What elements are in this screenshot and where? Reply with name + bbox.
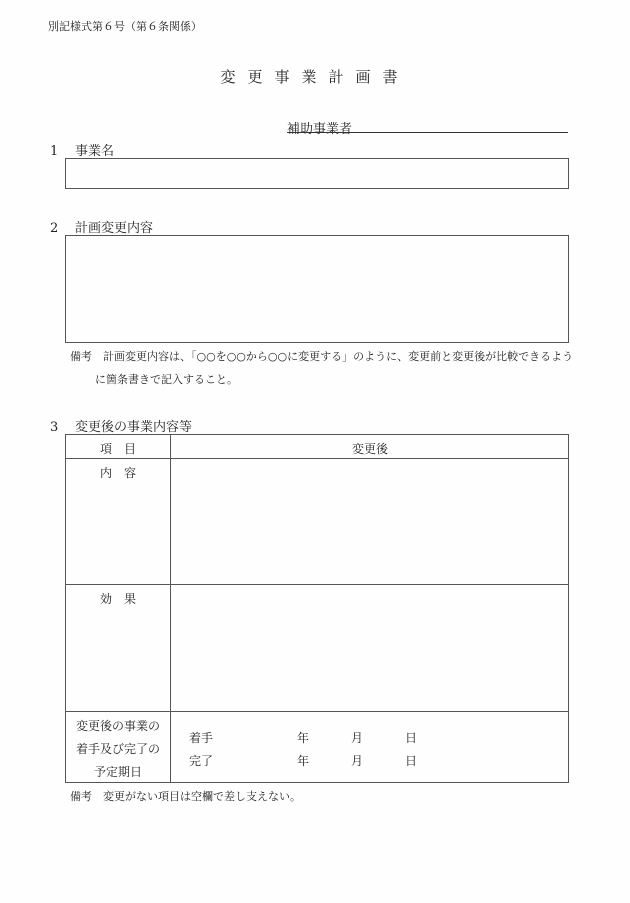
section-1-label: 事業名: [75, 144, 115, 159]
note-1-line-1: 備考 計画変更内容は、「○○を○○から○○に変更する」のように、変更前と変更後が比較できるよう: [70, 350, 574, 363]
table-row-divider: [66, 711, 568, 712]
post-change-details-table: [65, 434, 569, 783]
note-1-line-2: に箇条書きで記入すること。: [95, 373, 238, 386]
start-year-label: 年: [297, 731, 310, 745]
section-2-number: 2: [50, 221, 59, 236]
form-reference: 別記様式第６号（第６条関係）: [48, 20, 202, 33]
project-name-field[interactable]: [65, 158, 569, 189]
end-label: 完了: [189, 754, 214, 768]
document-title: 変更事業計画書: [220, 68, 410, 86]
end-year-label: 年: [297, 754, 310, 768]
section-3-number: 3: [50, 420, 59, 435]
section-1-heading: [50, 140, 114, 159]
row-label-effect: 効 果: [99, 592, 136, 606]
table-column-divider: [170, 435, 171, 782]
start-month-label: 月: [351, 731, 364, 745]
row-label-schedule-3: 予定期日: [93, 765, 142, 779]
note-2: 備考 変更がない項目は空欄で差し支えない。: [70, 790, 301, 803]
section-3-heading: [50, 416, 192, 435]
table-row-divider: [66, 584, 568, 585]
start-label: 着手: [189, 731, 214, 745]
row-label-schedule-2: 着手及び完了の: [75, 742, 160, 756]
section-1-number: 1: [50, 144, 59, 159]
plan-change-content-field[interactable]: [65, 235, 569, 343]
header-item: 項 目: [99, 442, 136, 456]
row-label-content: 内 容: [99, 466, 136, 480]
start-day-label: 日: [405, 731, 418, 745]
end-day-label: 日: [405, 754, 418, 768]
header-after-change: 変更後: [351, 442, 388, 456]
section-2-heading: [50, 217, 153, 236]
row-label-schedule-1: 変更後の事業の: [75, 719, 160, 733]
section-3-label: 変更後の事業内容等: [75, 420, 193, 435]
applicant-label: 補助事業者: [287, 122, 353, 137]
table-header-divider: [66, 458, 568, 459]
effect-field[interactable]: [172, 586, 568, 710]
section-2-label: 計画変更内容: [75, 221, 154, 236]
applicant-signature-line[interactable]: [287, 132, 568, 133]
content-field[interactable]: [172, 460, 568, 583]
end-month-label: 月: [351, 754, 364, 768]
